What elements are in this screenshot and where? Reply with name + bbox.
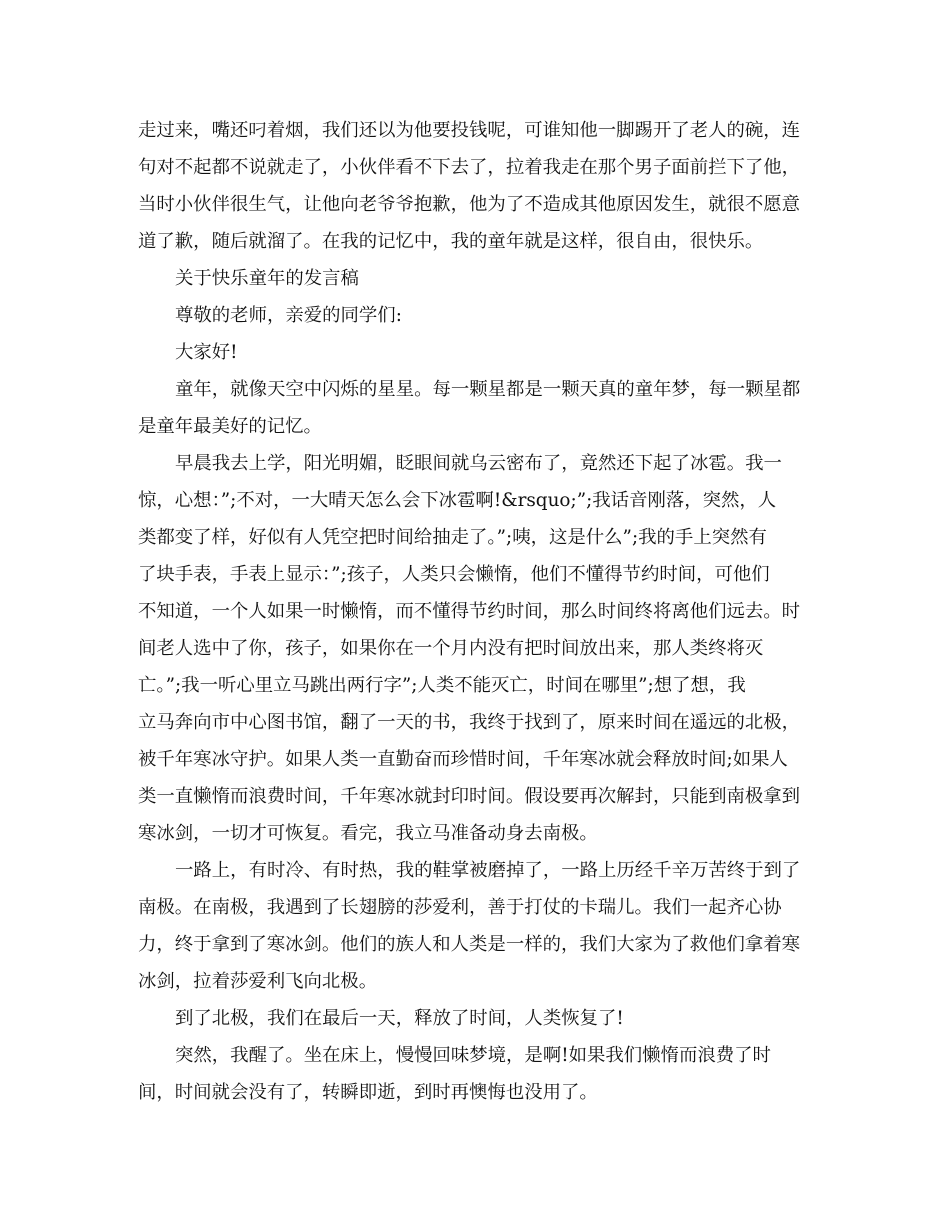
text-line: 童年，就像天空中闪烁的星星。每一颗星都是一颗天真的童年梦，每一颗星都 — [175, 379, 801, 400]
text-line: 一路上，有时冷、有时热，我的鞋掌被磨掉了，一路上历经千辛万苦终于到了 — [175, 860, 801, 881]
text-line: 冰剑，拉着莎爱利飞向北极。 — [138, 971, 378, 992]
greeting — [138, 334, 814, 371]
text-line: 是童年最美好的记忆。 — [138, 416, 322, 437]
text-line: 被千年寒冰守护。如果人类一直勤奋而珍惜时间，千年寒冰就会释放时间;如果人 — [138, 749, 788, 770]
text-line: 大家好! — [175, 342, 238, 363]
text-line: 尊敬的老师，亲爱的同学们: — [175, 305, 402, 326]
text-line: 立马奔向市中心图书馆，翻了一天的书，我终于找到了，原来时间在遥远的北极， — [138, 712, 801, 733]
text-line: 早晨我去上学，阳光明媚，眨眼间就乌云密布了，竟然还下起了冰雹。我一 — [175, 453, 782, 474]
paragraph-intro — [138, 371, 814, 445]
text-line: 间老人选中了你，孩子，如果你在一个月内没有把时间放出来，那人类终将灭 — [138, 638, 764, 659]
text-line: 走过来，嘴还叼着烟，我们还以为他要投钱呢，可谁知他一脚踢开了老人的碗，连 — [138, 120, 801, 141]
document-body — [138, 112, 814, 1111]
text-line: 南极。在南极，我遇到了长翅膀的莎爱利，善于打仗的卡瑞儿。我们一起齐心协 — [138, 897, 782, 918]
text-line: 句对不起都不说就走了，小伙伴看不下去了，拉着我走在那个男子面前拦下了他， — [138, 157, 801, 178]
paragraph-north-pole — [138, 1000, 814, 1037]
paragraph-awake — [138, 1037, 814, 1111]
text-line: 类一直懒惰而浪费时间，千年寒冰就封印时间。假设要再次解封，只能到南极拿到 — [138, 786, 801, 807]
paragraph-dream — [138, 445, 814, 852]
text-line: 了块手表，手表上显示：”;孩子，人类只会懒惰，他们不懂得节约时间，可他们 — [138, 564, 770, 585]
text-line: 突然，我醒了。坐在床上，慢慢回味梦境，是啊!如果我们懒惰而浪费了时 — [175, 1045, 771, 1066]
text-line: 亡。”;我一听心里立马跳出两行字”;人类不能灭亡，时间在哪里”;想了想，我 — [138, 675, 746, 696]
salutation — [138, 297, 814, 334]
section-title: 关于快乐童年的发言稿 — [175, 268, 359, 289]
text-line: 到了北极，我们在最后一天，释放了时间，人类恢复了! — [175, 1008, 624, 1029]
text-line: 惊，心想：”;不对，一大晴天怎么会下冰雹啊!&rsquo;”;我话音刚落，突然，人 — [138, 490, 777, 511]
text-line: 不知道，一个人如果一时懒惰，而不懂得节约时间，那么时间终将离他们远去。时 — [138, 601, 801, 622]
paragraph-journey — [138, 852, 814, 1000]
text-line: 间，时间就会没有了，转瞬即逝，到时再懊悔也没用了。 — [138, 1082, 598, 1103]
text-line: 力，终于拿到了寒冰剑。他们的族人和人类是一样的，我们大家为了救他们拿着寒 — [138, 934, 801, 955]
section-heading — [138, 260, 814, 297]
text-line: 寒冰剑，一切才可恢复。看完，我立马准备动身去南极。 — [138, 823, 598, 844]
text-line: 当时小伙伴很生气，让他向老爷爷抱歉，他为了不造成其他原因发生，就很不愿意 — [138, 194, 801, 215]
text-line: 类都变了样，好似有人凭空把时间给抽走了。”;咦，这是什么”;我的手上突然有 — [138, 527, 767, 548]
paragraph-story-end — [138, 112, 814, 260]
text-line: 道了歉，随后就溜了。在我的记忆中，我的童年就是这样，很自由，很快乐。 — [138, 231, 764, 252]
